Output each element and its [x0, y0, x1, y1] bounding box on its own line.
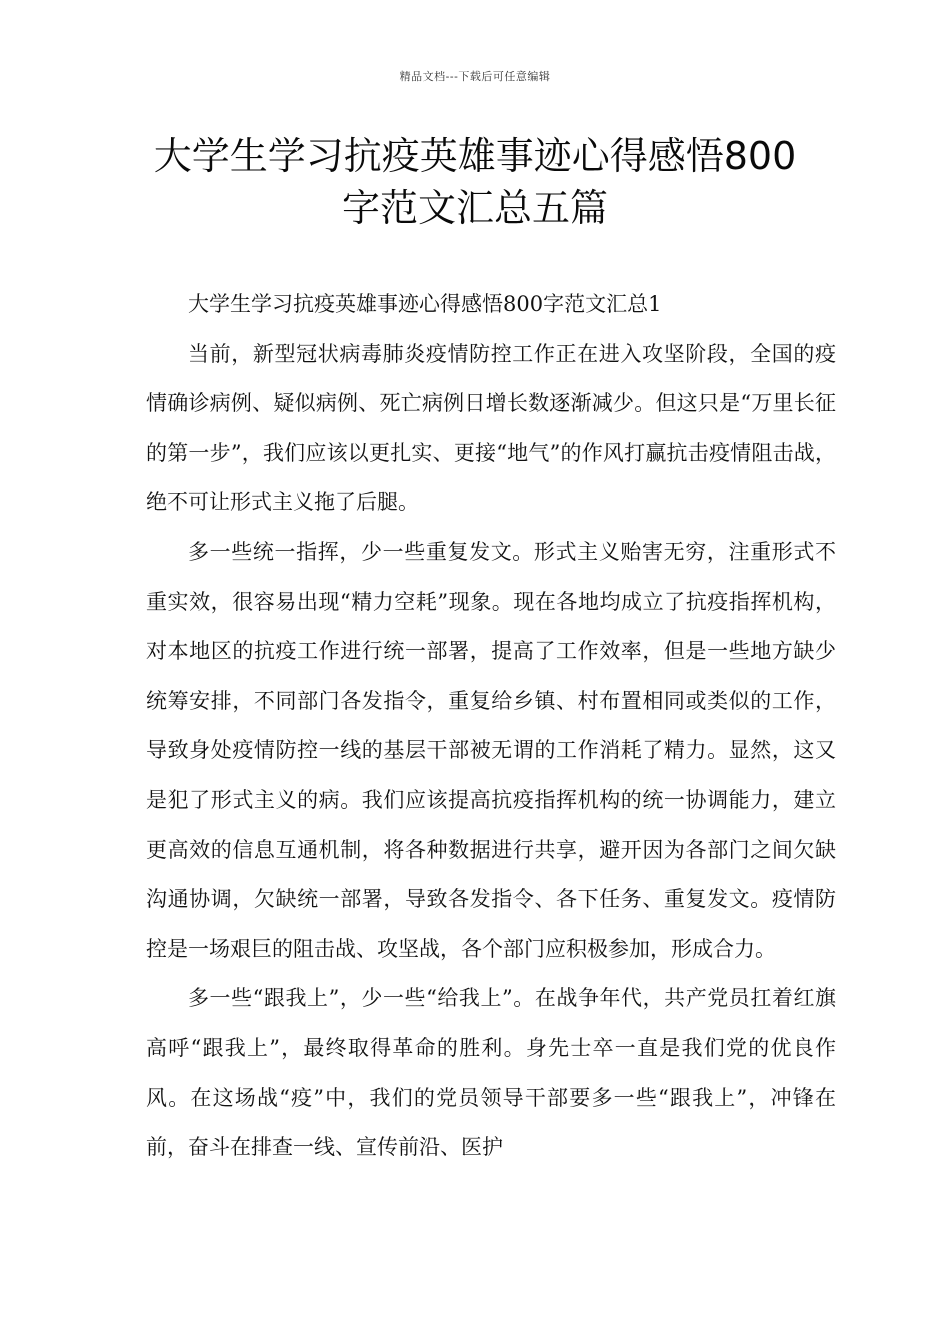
document-title-line-1: 大学生学习抗疫英雄事迹心得感悟800: [153, 134, 797, 178]
header-note: 精品文档---下载后可任意编辑: [399, 70, 551, 83]
section-heading: 大学生学习抗疫英雄事迹心得感悟800字范文汇总1: [188, 292, 662, 316]
document-title-line-2: 字范文汇总五篇: [341, 186, 608, 230]
document-title: [100, 130, 850, 234]
paragraph: 多一些“跟我上”，少一些“给我上”。在战争年代，共产党员扛着红旗高呼“跟我上”，最终取得革命的胜利。身先士卒一直是我们党的优良作风。在这场战“疫”中，我们的党员领导干部要多一些“跟我上”，冲锋在前，奋斗在排查一线、宣传前沿、医护: [146, 986, 836, 1160]
paragraph: 当前，新型冠状病毒肺炎疫情防控工作正在进入攻坚阶段，全国的疫情确诊病例、疑似病例、死亡病例日增长数逐渐减少。但这只是“万里长征的第一步”，我们应该以更扎实、更接“地气”的作风打赢抗击疫情阻击战，绝不可让形式主义拖了后腿。: [146, 341, 836, 515]
paragraph: 多一些统一指挥，少一些重复发文。形式主义贻害无穷，注重形式不重实效，很容易出现“精力空耗”现象。现在各地均成立了抗疫指挥机构，对本地区的抗疫工作进行统一部署，提高了工作效率，但是一些地方缺少统筹安排，不同部门各发指令，重复给乡镇、村布置相同或类似的工作，导致身处疫情防控一线的基层干部被无谓的工作消耗了精力。显然，这又是犯了形式主义的病。我们应该提高抗疫指挥机构的统一协调能力，建立更高效的信息互通机制，将各种数据进行共享，避开因为各部门之间欠缺沟通协调，欠缺统一部署，导致各发指令、各下任务、重复发文。疫情防控是一场艰巨的阻击战、攻坚战，各个部门应积极参加，形成合力。: [146, 539, 836, 961]
document-body: [146, 280, 836, 1173]
